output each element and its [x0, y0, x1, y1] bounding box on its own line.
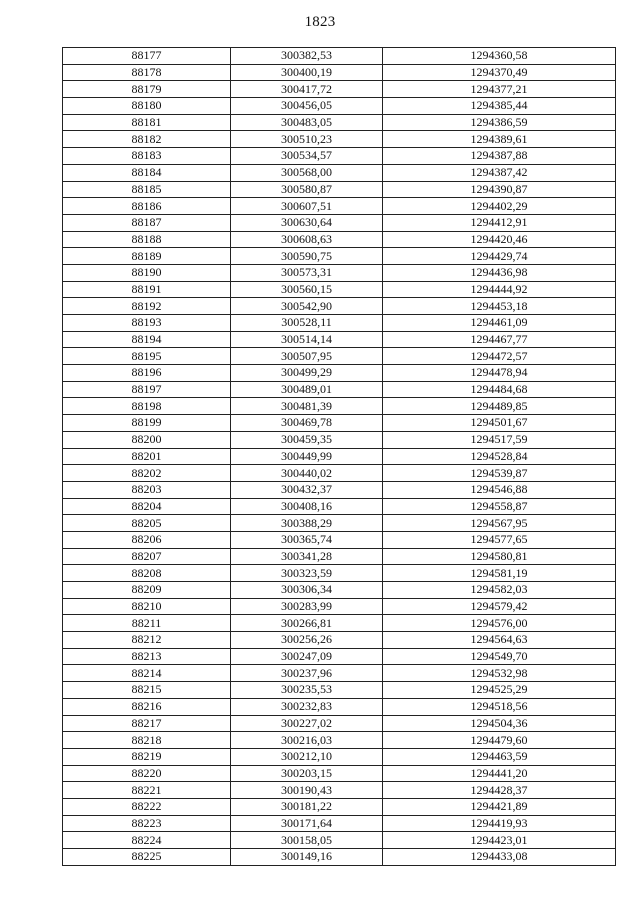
- table-row: [63, 398, 616, 415]
- point-number-cell: 88205: [63, 515, 231, 532]
- point-number-cell: 88210: [63, 598, 231, 615]
- y-coordinate-cell: 1294428,37: [383, 782, 616, 799]
- point-number-cell: 88221: [63, 782, 231, 799]
- x-coordinate-cell: 300440,02: [231, 465, 383, 482]
- table-row: [63, 732, 616, 749]
- x-coordinate-cell: 300580,87: [231, 181, 383, 198]
- table-row: [63, 148, 616, 165]
- table-row: [63, 114, 616, 131]
- table-row: [63, 682, 616, 699]
- table-row: [63, 632, 616, 649]
- y-coordinate-cell: 1294377,21: [383, 81, 616, 98]
- table-row: [63, 498, 616, 515]
- x-coordinate-cell: 300323,59: [231, 565, 383, 582]
- y-coordinate-cell: 1294389,61: [383, 131, 616, 148]
- point-number-cell: 88217: [63, 715, 231, 732]
- table-row: [63, 98, 616, 115]
- y-coordinate-cell: 1294525,29: [383, 682, 616, 699]
- table-row: [63, 331, 616, 348]
- y-coordinate-cell: 1294581,19: [383, 565, 616, 582]
- y-coordinate-cell: 1294441,20: [383, 765, 616, 782]
- table-row: [63, 582, 616, 599]
- y-coordinate-cell: 1294532,98: [383, 665, 616, 682]
- point-number-cell: 88198: [63, 398, 231, 415]
- table-row: [63, 448, 616, 465]
- table-row: [63, 315, 616, 332]
- table-row: [63, 615, 616, 632]
- point-number-cell: 88190: [63, 264, 231, 281]
- x-coordinate-cell: 300382,53: [231, 48, 383, 65]
- y-coordinate-cell: 1294423,01: [383, 832, 616, 849]
- y-coordinate-cell: 1294420,46: [383, 231, 616, 248]
- x-coordinate-cell: 300237,96: [231, 665, 383, 682]
- y-coordinate-cell: 1294478,94: [383, 365, 616, 382]
- y-coordinate-cell: 1294579,42: [383, 598, 616, 615]
- table-row: [63, 798, 616, 815]
- x-coordinate-cell: 300590,75: [231, 248, 383, 265]
- y-coordinate-cell: 1294419,93: [383, 815, 616, 832]
- y-coordinate-cell: 1294580,81: [383, 548, 616, 565]
- y-coordinate-cell: 1294412,91: [383, 214, 616, 231]
- y-coordinate-cell: 1294467,77: [383, 331, 616, 348]
- y-coordinate-cell: 1294370,49: [383, 64, 616, 81]
- table-row: [63, 264, 616, 281]
- point-number-cell: 88200: [63, 431, 231, 448]
- point-number-cell: 88219: [63, 748, 231, 765]
- x-coordinate-cell: 300388,29: [231, 515, 383, 532]
- table-row: [63, 515, 616, 532]
- point-number-cell: 88194: [63, 331, 231, 348]
- table-row: [63, 665, 616, 682]
- point-number-cell: 88218: [63, 732, 231, 749]
- y-coordinate-cell: 1294489,85: [383, 398, 616, 415]
- x-coordinate-cell: 300247,09: [231, 648, 383, 665]
- y-coordinate-cell: 1294546,88: [383, 481, 616, 498]
- point-number-cell: 88189: [63, 248, 231, 265]
- table-row: [63, 198, 616, 215]
- y-coordinate-cell: 1294582,03: [383, 582, 616, 599]
- point-number-cell: 88177: [63, 48, 231, 65]
- table-row: [63, 298, 616, 315]
- point-number-cell: 88179: [63, 81, 231, 98]
- point-number-cell: 88195: [63, 348, 231, 365]
- x-coordinate-cell: 300510,23: [231, 131, 383, 148]
- y-coordinate-cell: 1294484,68: [383, 381, 616, 398]
- table-row: [63, 81, 616, 98]
- y-coordinate-cell: 1294558,87: [383, 498, 616, 515]
- table-row: [63, 365, 616, 382]
- point-number-cell: 88208: [63, 565, 231, 582]
- point-number-cell: 88193: [63, 315, 231, 332]
- point-number-cell: 88224: [63, 832, 231, 849]
- y-coordinate-cell: 1294504,36: [383, 715, 616, 732]
- point-number-cell: 88185: [63, 181, 231, 198]
- x-coordinate-cell: 300235,53: [231, 682, 383, 699]
- point-number-cell: 88186: [63, 198, 231, 215]
- x-coordinate-cell: 300212,10: [231, 748, 383, 765]
- x-coordinate-cell: 300469,78: [231, 415, 383, 432]
- y-coordinate-cell: 1294501,67: [383, 415, 616, 432]
- y-coordinate-cell: 1294360,58: [383, 48, 616, 65]
- point-number-cell: 88206: [63, 531, 231, 548]
- x-coordinate-cell: 300408,16: [231, 498, 383, 515]
- coordinates-table: [62, 47, 616, 866]
- point-number-cell: 88204: [63, 498, 231, 515]
- point-number-cell: 88203: [63, 481, 231, 498]
- table-row: [63, 565, 616, 582]
- y-coordinate-cell: 1294549,70: [383, 648, 616, 665]
- point-number-cell: 88220: [63, 765, 231, 782]
- point-number-cell: 88209: [63, 582, 231, 599]
- x-coordinate-cell: 300227,02: [231, 715, 383, 732]
- x-coordinate-cell: 300171,64: [231, 815, 383, 832]
- x-coordinate-cell: 300149,16: [231, 849, 383, 866]
- x-coordinate-cell: 300365,74: [231, 531, 383, 548]
- table-row: [63, 648, 616, 665]
- table-row: [63, 181, 616, 198]
- x-coordinate-cell: 300449,99: [231, 448, 383, 465]
- point-number-cell: 88216: [63, 698, 231, 715]
- table-row: [63, 348, 616, 365]
- table-row: [63, 531, 616, 548]
- x-coordinate-cell: 300400,19: [231, 64, 383, 81]
- y-coordinate-cell: 1294387,42: [383, 164, 616, 181]
- y-coordinate-cell: 1294517,59: [383, 431, 616, 448]
- table-row: [63, 698, 616, 715]
- x-coordinate-cell: 300417,72: [231, 81, 383, 98]
- table-row: [63, 765, 616, 782]
- table-row: [63, 548, 616, 565]
- y-coordinate-cell: 1294421,89: [383, 798, 616, 815]
- table-row: [63, 164, 616, 181]
- y-coordinate-cell: 1294385,44: [383, 98, 616, 115]
- point-number-cell: 88188: [63, 231, 231, 248]
- y-coordinate-cell: 1294429,74: [383, 248, 616, 265]
- table-row: [63, 214, 616, 231]
- y-coordinate-cell: 1294528,84: [383, 448, 616, 465]
- point-number-cell: 88180: [63, 98, 231, 115]
- table-row: [63, 832, 616, 849]
- y-coordinate-cell: 1294518,56: [383, 698, 616, 715]
- table-row: [63, 415, 616, 432]
- y-coordinate-cell: 1294386,59: [383, 114, 616, 131]
- y-coordinate-cell: 1294453,18: [383, 298, 616, 315]
- x-coordinate-cell: 300459,35: [231, 431, 383, 448]
- table-row: [63, 431, 616, 448]
- table-row: [63, 815, 616, 832]
- x-coordinate-cell: 300181,22: [231, 798, 383, 815]
- x-coordinate-cell: 300507,95: [231, 348, 383, 365]
- y-coordinate-cell: 1294564,63: [383, 632, 616, 649]
- x-coordinate-cell: 300542,90: [231, 298, 383, 315]
- point-number-cell: 88214: [63, 665, 231, 682]
- x-coordinate-cell: 300483,05: [231, 114, 383, 131]
- x-coordinate-cell: 300534,57: [231, 148, 383, 165]
- y-coordinate-cell: 1294577,65: [383, 531, 616, 548]
- point-number-cell: 88196: [63, 365, 231, 382]
- point-number-cell: 88183: [63, 148, 231, 165]
- x-coordinate-cell: 300232,83: [231, 698, 383, 715]
- point-number-cell: 88178: [63, 64, 231, 81]
- table-row: [63, 782, 616, 799]
- x-coordinate-cell: 300341,28: [231, 548, 383, 565]
- table-row: [63, 715, 616, 732]
- y-coordinate-cell: 1294444,92: [383, 281, 616, 298]
- point-number-cell: 88223: [63, 815, 231, 832]
- x-coordinate-cell: 300568,00: [231, 164, 383, 181]
- point-number-cell: 88207: [63, 548, 231, 565]
- x-coordinate-cell: 300560,15: [231, 281, 383, 298]
- x-coordinate-cell: 300630,64: [231, 214, 383, 231]
- point-number-cell: 88225: [63, 849, 231, 866]
- y-coordinate-cell: 1294576,00: [383, 615, 616, 632]
- y-coordinate-cell: 1294433,08: [383, 849, 616, 866]
- table-row: [63, 248, 616, 265]
- x-coordinate-cell: 300283,99: [231, 598, 383, 615]
- x-coordinate-cell: 300499,29: [231, 365, 383, 382]
- y-coordinate-cell: 1294390,87: [383, 181, 616, 198]
- table-row: [63, 131, 616, 148]
- y-coordinate-cell: 1294402,29: [383, 198, 616, 215]
- y-coordinate-cell: 1294461,09: [383, 315, 616, 332]
- x-coordinate-cell: 300514,14: [231, 331, 383, 348]
- table-row: [63, 849, 616, 866]
- y-coordinate-cell: 1294472,57: [383, 348, 616, 365]
- point-number-cell: 88212: [63, 632, 231, 649]
- point-number-cell: 88211: [63, 615, 231, 632]
- y-coordinate-cell: 1294567,95: [383, 515, 616, 532]
- table-row: [63, 381, 616, 398]
- table-row: [63, 465, 616, 482]
- y-coordinate-cell: 1294436,98: [383, 264, 616, 281]
- page-number: 1823: [304, 14, 336, 30]
- x-coordinate-cell: 300266,81: [231, 615, 383, 632]
- point-number-cell: 88182: [63, 131, 231, 148]
- x-coordinate-cell: 300190,43: [231, 782, 383, 799]
- y-coordinate-cell: 1294387,88: [383, 148, 616, 165]
- point-number-cell: 88215: [63, 682, 231, 699]
- x-coordinate-cell: 300256,26: [231, 632, 383, 649]
- x-coordinate-cell: 300608,63: [231, 231, 383, 248]
- x-coordinate-cell: 300158,05: [231, 832, 383, 849]
- x-coordinate-cell: 300481,39: [231, 398, 383, 415]
- x-coordinate-cell: 300489,01: [231, 381, 383, 398]
- x-coordinate-cell: 300607,51: [231, 198, 383, 215]
- table-row: [63, 598, 616, 615]
- point-number-cell: 88187: [63, 214, 231, 231]
- point-number-cell: 88202: [63, 465, 231, 482]
- x-coordinate-cell: 300203,15: [231, 765, 383, 782]
- table-row: [63, 64, 616, 81]
- x-coordinate-cell: 300456,05: [231, 98, 383, 115]
- y-coordinate-cell: 1294463,59: [383, 748, 616, 765]
- point-number-cell: 88192: [63, 298, 231, 315]
- coordinates-table-body: [63, 48, 616, 866]
- point-number-cell: 88181: [63, 114, 231, 131]
- point-number-cell: 88199: [63, 415, 231, 432]
- point-number-cell: 88184: [63, 164, 231, 181]
- point-number-cell: 88191: [63, 281, 231, 298]
- table-row: [63, 748, 616, 765]
- point-number-cell: 88197: [63, 381, 231, 398]
- table-row: [63, 281, 616, 298]
- x-coordinate-cell: 300432,37: [231, 481, 383, 498]
- point-number-cell: 88213: [63, 648, 231, 665]
- x-coordinate-cell: 300216,03: [231, 732, 383, 749]
- x-coordinate-cell: 300528,11: [231, 315, 383, 332]
- point-number-cell: 88201: [63, 448, 231, 465]
- x-coordinate-cell: 300573,31: [231, 264, 383, 281]
- y-coordinate-cell: 1294479,60: [383, 732, 616, 749]
- point-number-cell: 88222: [63, 798, 231, 815]
- table-row: [63, 48, 616, 65]
- y-coordinate-cell: 1294539,87: [383, 465, 616, 482]
- table-row: [63, 231, 616, 248]
- x-coordinate-cell: 300306,34: [231, 582, 383, 599]
- table-row: [63, 481, 616, 498]
